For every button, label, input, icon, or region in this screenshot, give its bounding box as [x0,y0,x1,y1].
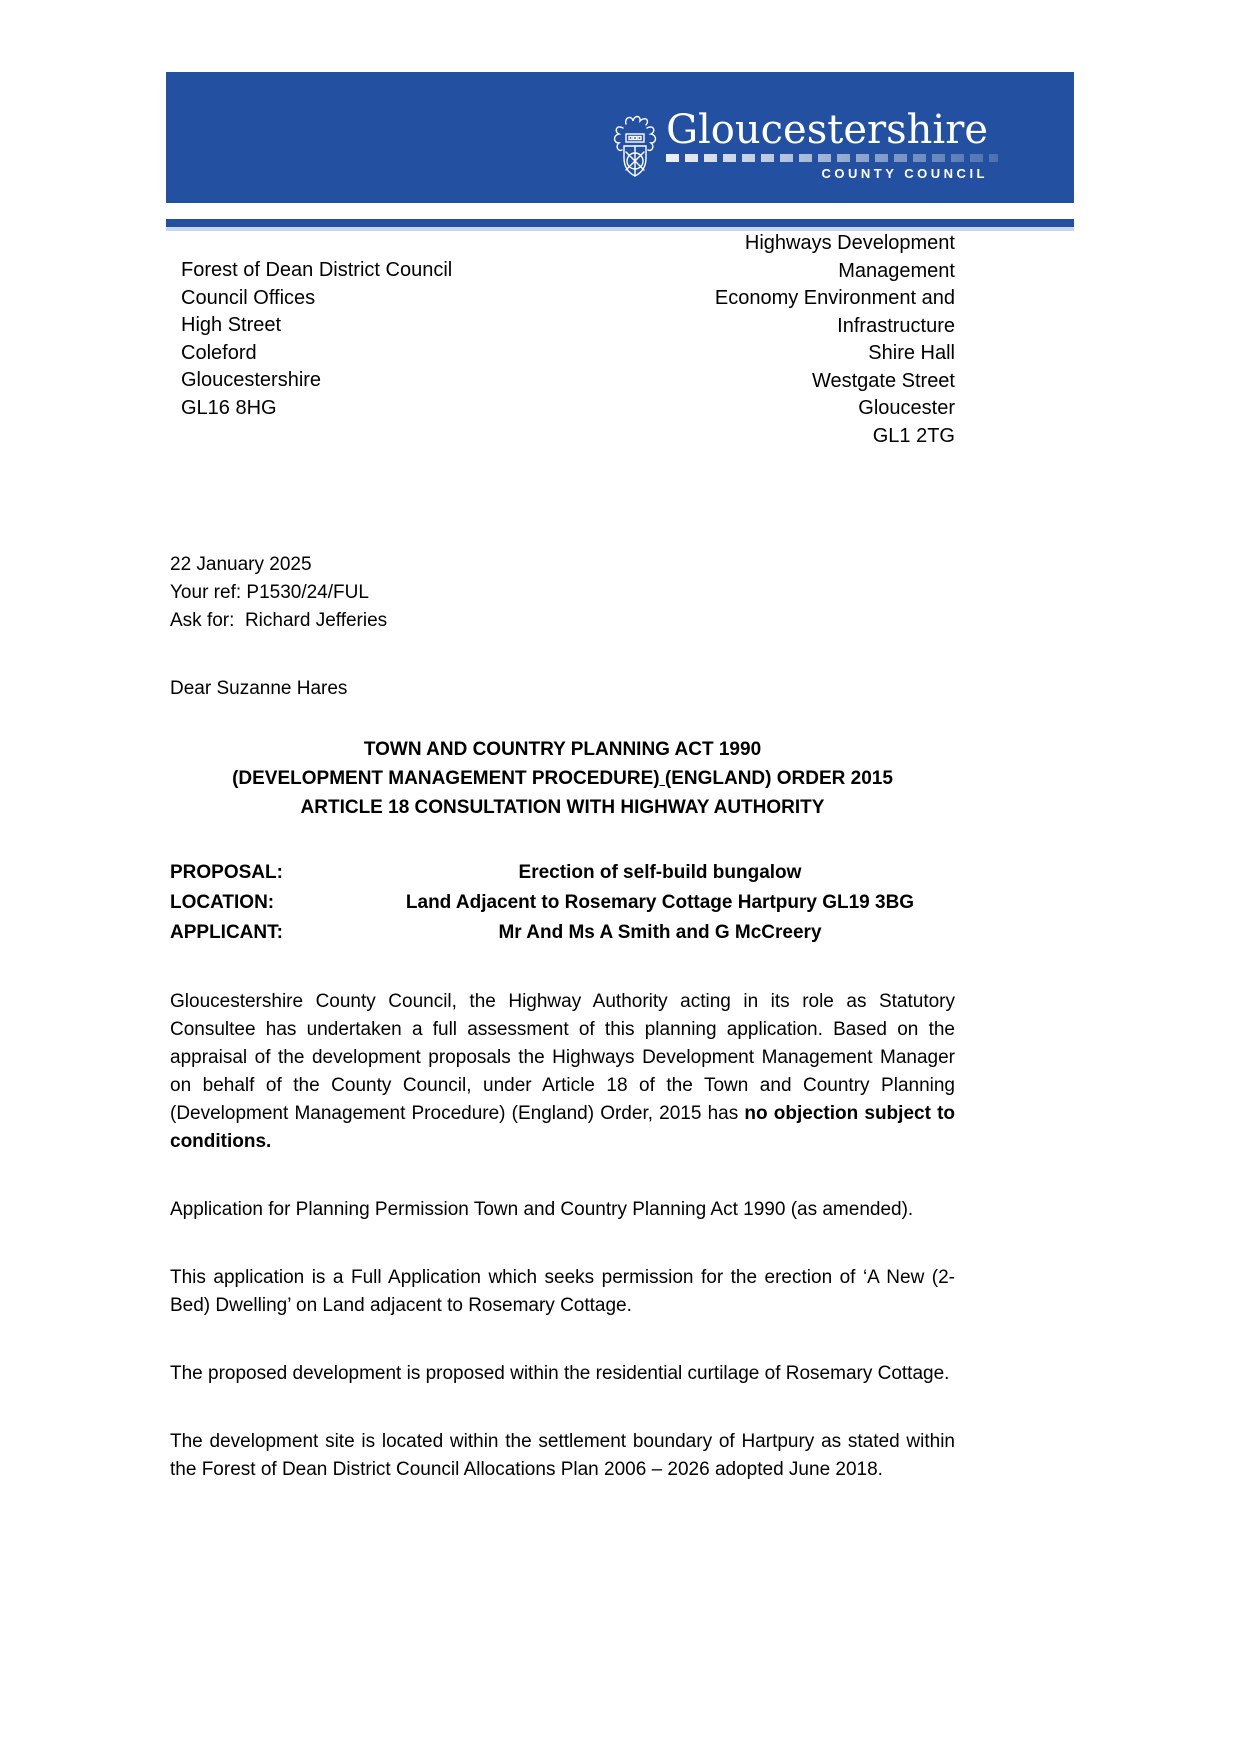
sender-address-line: Infrastructure [837,314,955,337]
subject-heading [170,735,955,822]
ask-for: Ask for: Richard Jefferies [170,610,388,631]
heading-line-2-part2: ENGLAND) ORDER 2015 [671,768,893,789]
letter-date: 22 January 2025 [170,554,312,575]
header-rule [166,219,1074,227]
recipient-address-line: High Street [181,314,282,336]
sender-address-line: Westgate Street [811,369,955,392]
logo-wordmark: Gloucestershire [666,107,988,153]
logo-dashes-decoration [666,154,998,162]
applicant-label: APPLICANT: [170,922,283,943]
recipient-address [181,257,452,422]
recipient-address-line: Council Offices [181,286,316,309]
salutation: Dear Suzanne Hares [170,678,348,699]
recipient-address-line: GL16 8HG [181,396,277,419]
proposal-value: Erection of self-build bungalow [518,862,802,883]
heading-line-1: TOWN AND COUNTRY PLANNING ACT 1990 [363,739,762,760]
letter-content [170,551,955,1484]
sender-address-line: Economy Environment and [714,287,955,309]
heading-line-2-underlined: ) ( [653,768,672,789]
recipient-address-line: Coleford [181,341,257,364]
body-paragraph-4: The proposed development is proposed within the residential curtilage of Rosemary Cottage. [170,1363,950,1384]
detail-row-applicant [170,918,955,948]
detail-row-proposal [170,858,955,888]
body-paragraph-5: The development site is located within the settlement boundary of Hartpury as stated within the Forest of Dean District Council Allocations Plan 2006 – 2026 adopted June 2018. [170,1431,955,1480]
your-ref: Your ref: P1530/24/FUL [170,582,369,603]
no-objection-statement: no objection subject to conditions. [170,1103,956,1152]
location-value: Land Adjacent to Rosemary Cottage Hartpury GL19 3BG [405,892,915,913]
applicant-value: Mr And Ms A Smith and G McCreery [498,922,822,943]
sender-address-line: Highways Development [744,232,955,254]
sender-address-line: Management [838,259,955,282]
detail-row-location [170,888,955,918]
heading-line-3: ARTICLE 18 CONSULTATION WITH HIGHWAY AUTHORITY [300,797,825,818]
sender-address-line: Shire Hall [868,342,955,364]
location-label: LOCATION: [170,892,275,913]
recipient-address-line: Gloucestershire [181,369,322,391]
body-paragraph-3: This application is a Full Application which seeks permission for the erection of ‘A New (2-Bed) Dwelling’ on Land adjacent to Rosemary Cottage. [170,1267,955,1316]
heading-line-2-part1: (DEVELOPMENT MANAGEMENT PROCEDURE [232,768,654,789]
letter-meta [170,551,955,635]
council-logo [610,108,988,186]
sender-address [715,230,955,450]
body-paragraph-1 [170,988,955,1156]
logo-subtitle: COUNTY COUNCIL [821,166,988,181]
sender-address-line: Gloucester [858,397,955,419]
application-details [170,858,955,948]
paragraph-1-text: Gloucestershire County Council, the Highway Authority acting in its role as Statutory Consultee has undertaken a full assessment of this planning application. Based on the appraisal of the development proposals the Highways Development Management Manager on behalf of the County Council, under Article 18 of the Town and Country Planning (Development Management Procedure) (England) Order, 2015 has [170,991,955,1124]
letterhead-banner [166,72,1074,203]
body-paragraph-2: Application for Planning Permission Town and Country Planning Act 1990 (as amended). [170,1199,914,1220]
proposal-label: PROPOSAL: [170,862,283,883]
sender-address-line: GL1 2TG [872,424,955,447]
county-crest-icon [610,112,660,186]
recipient-address-line: Forest of Dean District Council [181,259,453,281]
heading-line-2 [170,764,955,793]
